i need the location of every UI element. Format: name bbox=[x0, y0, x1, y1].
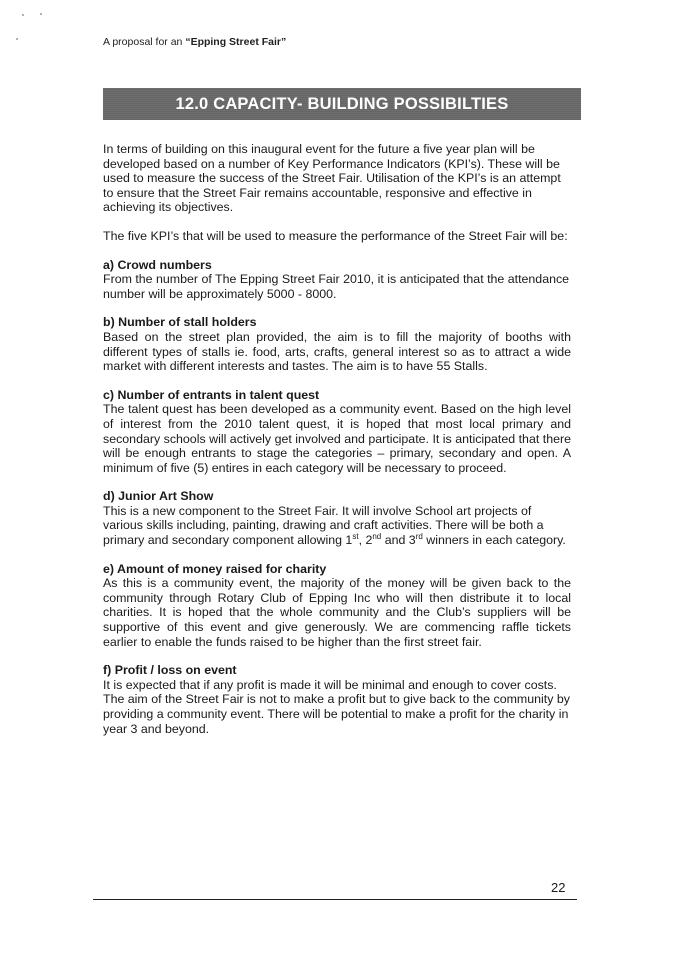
kpi-body: Based on the street plan provided, the aim is to fill the majority of booths with different types of stalls ie. food, arts, crafts, general interest so as to attract a wide market with different interests and tastes. The aim is to have 55 Stalls. bbox=[103, 329, 571, 374]
intro-paragraph: In terms of building on this inaugural event for the future a five year plan will be developed based on a number of Key Performance Indicators (KPI’s). These will be used to measure the success of the Street Fair. Utilisation of the KPI’s is an attempt to ensure that the Street Fair remains accountable, responsive and effective in achieving its objectives. bbox=[103, 142, 561, 215]
header-prefix: A proposal for an bbox=[103, 36, 186, 48]
kpi-profit-loss bbox=[103, 663, 571, 736]
document-body bbox=[103, 142, 571, 750]
scan-speck bbox=[22, 14, 24, 16]
kpi-lead-in: The five KPI’s that will be used to measure the performance of the Street Fair will be: bbox=[103, 228, 568, 243]
body-text: , 2 bbox=[358, 533, 373, 548]
body-text: This is a new component to the Street Fair. It will involve School art projects of various skills including, painting, drawing and craft activities. There will be both a primary and secondary component allowing 1 bbox=[103, 503, 544, 548]
kpi-body: As this is a community event, the majority of the money will be given back to the community through Rotary Club of Epping Inc who will then distribute it to local charities. It is hoped that the whole community and the Club’s suppliers will be supportive of this event and give generously. We are commencing raffle tickets earlier to enable the funds raised to be higher than the first street fair. bbox=[103, 576, 571, 649]
kpi-charity-money bbox=[103, 562, 571, 650]
kpi-heading: d) Junior Art Show bbox=[103, 489, 214, 504]
kpi-body bbox=[103, 504, 571, 548]
kpi-body: From the number of The Epping Street Fair 2010, it is anticipated that the attendance number will be approximately 5000 - 8000. bbox=[103, 272, 570, 301]
kpi-stall-holders bbox=[103, 315, 571, 373]
kpi-heading: a) Crowd numbers bbox=[103, 257, 212, 272]
kpi-heading: b) Number of stall holders bbox=[103, 315, 257, 330]
page-number: 22 bbox=[551, 880, 566, 895]
body-text: and 3 bbox=[381, 533, 416, 548]
section-title: 12.0 CAPACITY- BUILDING POSSIBILTIES bbox=[175, 94, 509, 113]
ordinal-suffix: nd bbox=[372, 531, 382, 541]
kpi-heading: c) Number of entrants in talent quest bbox=[103, 387, 320, 402]
ordinal-suffix: rd bbox=[415, 531, 423, 541]
ordinal-suffix: st bbox=[352, 531, 359, 541]
body-text: winners in each category. bbox=[422, 533, 566, 548]
kpi-crowd-numbers bbox=[103, 258, 571, 302]
scan-speck bbox=[40, 13, 42, 15]
kpi-body: The talent quest has been developed as a community event. Based on the high level of interest from the 2010 talent quest, it is hoped that most local primary and secondary schools will actively get involved and participate. It is anticipated that there will be enough entrants to stage the categories – primary, secondary and open. A minimum of five (5) entires in each category will be necessary to proceed. bbox=[103, 402, 571, 475]
kpi-body: It is expected that if any profit is made it will be minimal and enough to cover costs. The aim of the Street Fair is not to make a profit but to give back to the community by providing a community event. There will be potential to make a profit for the charity in year 3 and beyond. bbox=[103, 677, 570, 736]
page-header bbox=[103, 36, 286, 48]
kpi-junior-art-show bbox=[103, 489, 571, 547]
section-banner bbox=[103, 88, 581, 120]
footer-rule bbox=[93, 899, 577, 900]
scan-speck bbox=[16, 38, 18, 40]
kpi-talent-quest bbox=[103, 388, 571, 476]
kpi-heading: f) Profit / loss on event bbox=[103, 663, 237, 678]
header-title: “Epping Street Fair” bbox=[185, 36, 287, 48]
kpi-heading: e) Amount of money raised for charity bbox=[103, 561, 327, 576]
